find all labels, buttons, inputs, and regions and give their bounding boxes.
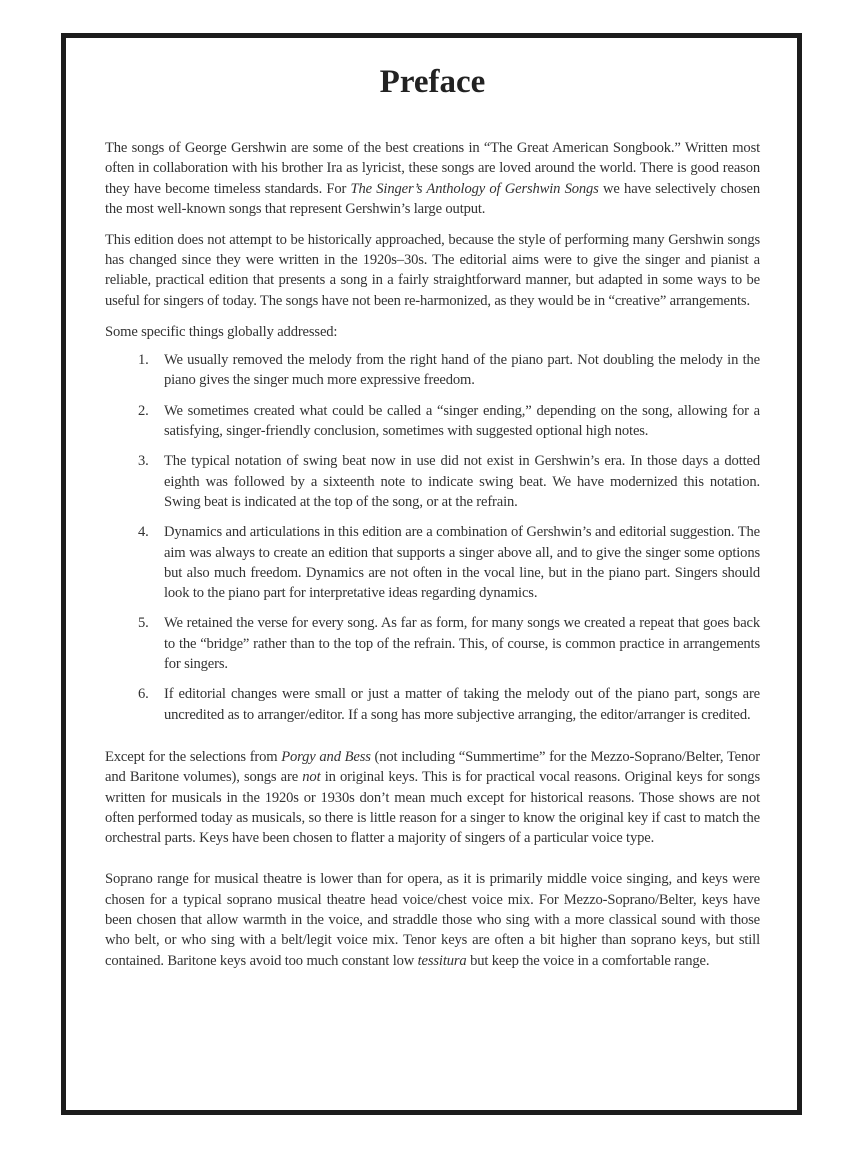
list-item-2 <box>138 401 760 442</box>
list-item-number: 1. <box>138 352 149 369</box>
list-item-text: If editorial changes were small or just a matter of taking the melody out of the piano part, songs are uncredited as to arranger/editor. If a song has more subjective arranging, the editor/arranger is credited. <box>164 686 760 723</box>
list-item-text: We sometimes created what could be called a “singer ending,” depending on the song, allowing for a satisfying, singer-friendly conclusion, sometimes with suggested optional high notes. <box>164 402 760 440</box>
list-item-text: Dynamics and articulations in this edition are a combination of Gershwin’s and editorial suggestion. The aim was always to create an edition that supports a singer above all, and to give the singer some options but also much freedom. Dynamics are not often in the vocal line, but in the piano part. Singers should look to the piano part for interpretative ideas regarding dynamics. <box>164 524 760 602</box>
intro-paragraph-1: The songs of George Gershwin are some of the best creations in “The Great American Songbook.” Written most often in collaboration with his brother Ira as lyricist, these songs are loved around the world. There is good reason they have become timeless standards. For The Singer’s Anthology of Gershwin Songs we have selectively chosen the most well-known songs that represent Gershwin’s large output. <box>105 140 760 217</box>
list-item-text: The typical notation of swing beat now in use did not exist in Gershwin’s era. In those days a dotted eighth was followed by a sixteenth note to indicate swing beat. We have modernized this notation. Swing beat is indicated at the top of the song, or at the refrain. <box>164 453 760 510</box>
intro-paragraph-2: This edition does not attempt to be historically approached, because the style of performing many Gershwin songs has changed since they were written in the 1920s–30s. The editorial aims were to give the singer and pianist a reliable, practical edition that presents a song in a fairly straightforward manner, but adapted in some ways to be useful for singers of today. The songs have not been re-harmonized, as they would be in “creative” arrangements. <box>105 231 760 309</box>
list-item-number: 5. <box>138 615 149 632</box>
list-item-text: We usually removed the melody from the right hand of the piano part. Not doubling the melody in the piano gives the singer much more expressive freedom. <box>164 352 760 389</box>
page-border-frame <box>61 33 802 1115</box>
list-item-text: We retained the verse for every song. As far as form, for many songs we created a repeat that goes back to the “bridge” rather than to the top of the refrain. This, of course, is common practice in arrangements for singers. <box>164 615 760 673</box>
list-item-number: 6. <box>138 686 149 703</box>
list-item-5 <box>138 613 760 674</box>
list-item-number: 2. <box>138 402 149 419</box>
page-body <box>105 138 760 971</box>
editorial-notes-list <box>138 350 760 725</box>
page-title: Preface <box>379 64 486 100</box>
list-item-1 <box>138 350 760 391</box>
list-item-4 <box>138 522 760 603</box>
closing-paragraph-2: Soprano range for musical theatre is lower than for opera, as it is primarily middle voice singing, and keys were chosen for a typical soprano musical theatre head voice/chest voice mix. For Mezzo-Soprano/Belter, keys have been chosen that allow warmth in the voice, and straddle those who sing with a more classical sound with those who belt, or who sing with a belt/legit voice mix. Tenor keys are often a bit higher than soprano keys, but still contained. Baritone keys avoid too much constant low tessitura but keep the voice in a comfortable range. <box>105 871 760 969</box>
list-item-6 <box>138 684 760 725</box>
list-item-number: 4. <box>138 524 149 541</box>
closing-paragraph-1: Except for the selections from Porgy and Bess (not including “Summertime” for the Mezzo-Soprano/Belter, Tenor and Baritone volumes), songs are not in original keys. This is for practical vocal reasons. Original keys for songs written for musicals in the 1920s or 1930s don’t mean much except for historical reasons. Those shows are not often performed today as musicals, so there is little reason for a singer to know the original key if cast to match the orchestral parts. Keys have been chosen to flatter a majority of singers of a particular voice type. <box>105 748 760 847</box>
list-item-3 <box>138 451 760 512</box>
list-intro: Some specific things globally addressed: <box>105 323 338 340</box>
list-item-number: 3. <box>138 453 149 470</box>
